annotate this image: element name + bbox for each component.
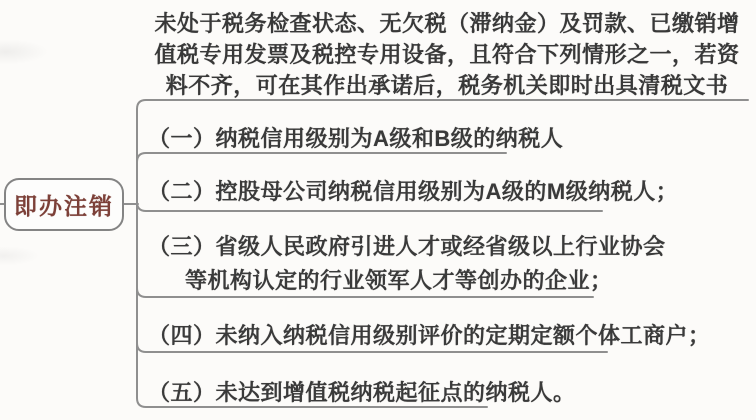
list-item-3-line-2: 等机构认定的行业领军人才等创办的企业； [185,268,613,293]
list-item-3-line-1: （三）省级人民政府引进人才或经省级以上行业协会 [148,234,666,259]
list-item-4: （四）未纳入纳税信用级别评价的定期定额个体工商户； [148,323,711,348]
root-node-label: 即办注销 [14,193,114,219]
summary-line: 未处于税务检查状态、无欠税（滞纳金）及罚款、已缴销增 [154,11,740,36]
list-item-1: （一）纳税信用级别为A级和B级的纳税人 [148,126,564,151]
root-node [4,178,124,231]
summary-line: 料不齐，可在其作出承诺后，税务机关即时出具清税文书 [165,73,729,98]
list-item-5: （五）未达到增值税纳税起征点的纳税人。 [148,380,576,405]
list-item-2: （二）控股母公司纳税信用级别为A级的M级纳税人； [148,179,679,204]
underline-item-1 [137,153,506,162]
condition-summary [140,8,754,101]
summary-line: 值税专用发票及税控专用设备，且符合下列情形之一，若资 [154,42,740,67]
